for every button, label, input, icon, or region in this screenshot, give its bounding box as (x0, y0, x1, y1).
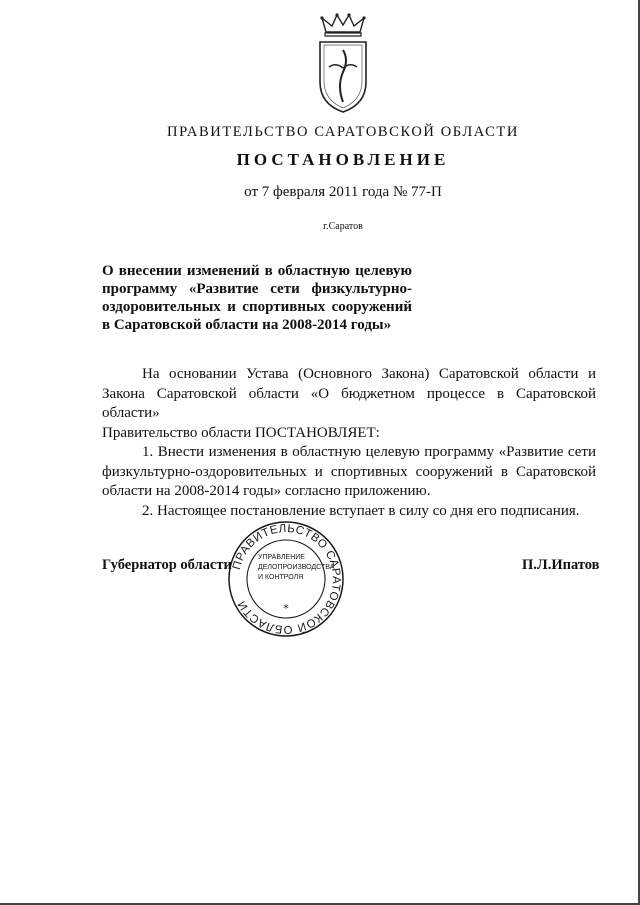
stamp-star: * (283, 602, 289, 615)
government-heading: ПРАВИТЕЛЬСТВО САРАТОВСКОЙ ОБЛАСТИ (167, 124, 519, 140)
signatory-position: Губернатор области (102, 557, 232, 573)
resolution-phrase: Правительство области ПОСТАНОВЛЯЕТ: (102, 424, 380, 441)
stamp-outer-text: ПРАВИТЕЛЬСТВО САРАТОВСКОЙ ОБЛАСТИ (230, 522, 343, 636)
decree-title (102, 262, 412, 334)
decree-title-line: оздоровительных и спортивных сооружений (102, 299, 412, 315)
item-1: 1. Внести изменения в областную целевую программу «Развитие сети физкультурно-оздоровительных и спортивных сооружений в Саратовской области на 2008-2014 годы» согласно приложению. (102, 444, 596, 499)
stamp-inner-line: УПРАВЛЕНИЕ (258, 554, 305, 561)
signatory-name: П.Л.Ипатов (522, 557, 600, 573)
item-2: 2. Настоящее постановление вступает в силу со дня его подписания. (142, 502, 580, 519)
decree-date-number: от 7 февраля 2011 года № 77-П (244, 184, 442, 200)
preamble-paragraph: На основании Устава (Основного Закона) Саратовской области и Закона Саратовской области «О бюджетном процессе в Саратовской области» (102, 366, 596, 421)
stamp-inner-line: ДЕЛОПРОИЗВОДСТВА (258, 564, 335, 571)
coat-of-arms-icon (314, 12, 372, 114)
decree-heading: ПОСТАНОВЛЕНИЕ (236, 150, 450, 169)
stamp-inner-text (258, 553, 335, 583)
decree-body (102, 365, 596, 521)
decree-title-line: О внесении изменений в областную целевую (102, 263, 412, 279)
city-label: г.Саратов (323, 221, 363, 232)
decree-title-line: программу «Развитие сети физкультурно- (102, 281, 412, 297)
stamp-inner-line: И КОНТРОЛЯ (258, 574, 304, 581)
decree-title-line: в Саратовской области на 2008-2014 годы» (102, 317, 392, 333)
